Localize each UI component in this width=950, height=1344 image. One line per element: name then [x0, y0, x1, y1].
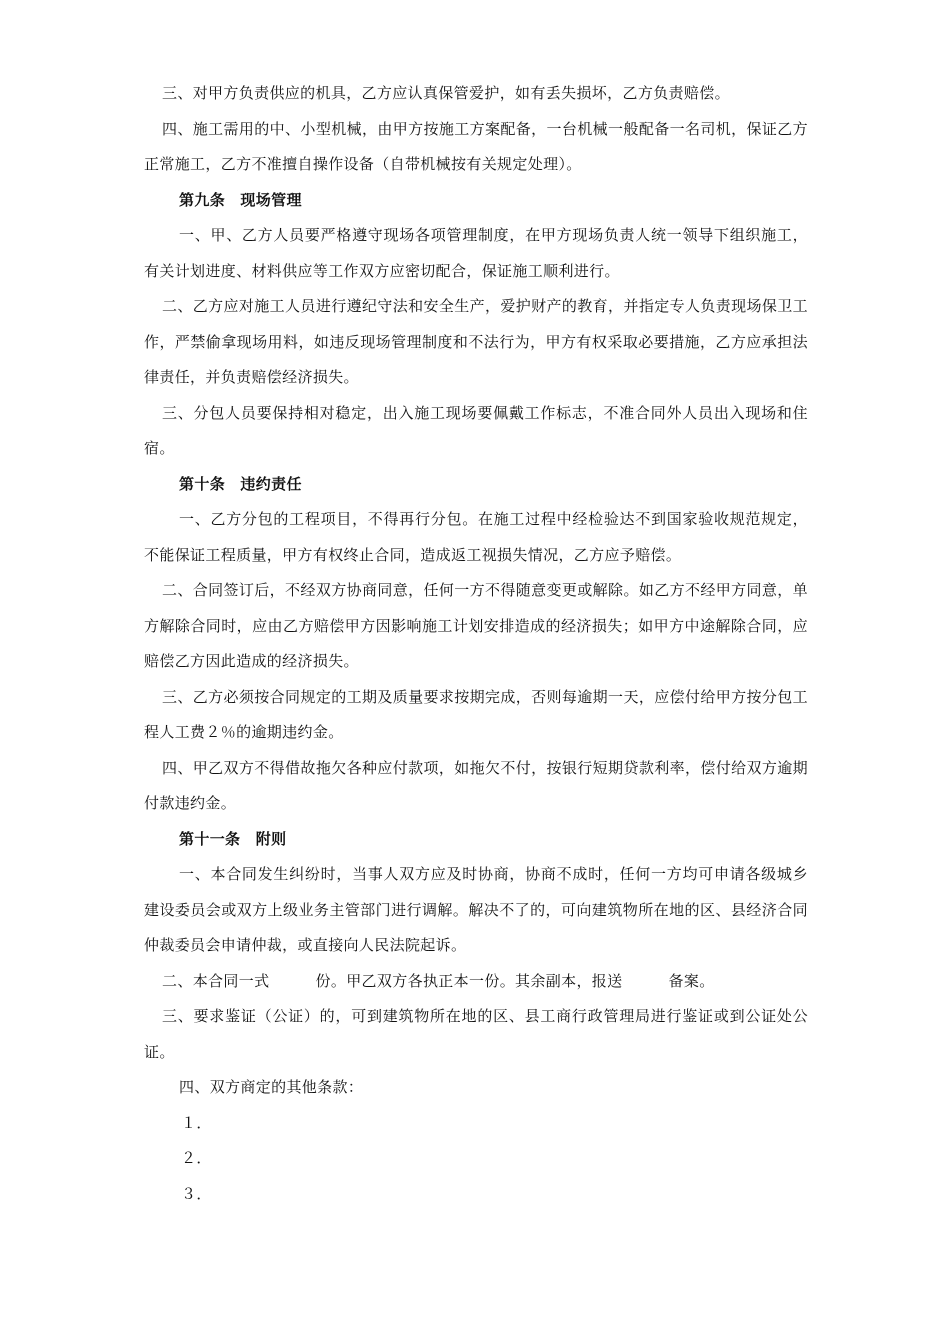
article-9-heading: 第九条 现场管理: [179, 190, 302, 209]
article-11-item-2: 二、本合同一式 份。甲乙双方各执正本一份。其余副本，报送 备案。: [162, 971, 715, 990]
contract-body: [144, 76, 808, 1212]
article-11-item-3: 三、要求鉴证（公证）的，可到建筑物所在地的区、县工商行政管理局进行鉴证或到公证处公证。: [144, 1007, 808, 1061]
article-10-heading: 第十条 违约责任: [179, 474, 302, 493]
article-10-item-4: 四、甲乙双方不得借故拖欠各种应付款项，如拖欠不付，按银行短期贷款利率，偿付给双方逾期付款违约金。: [144, 758, 808, 812]
article-11-item-1: 一、本合同发生纠纷时，当事人双方应及时协商，协商不成时，任何一方均可申请各级城乡建设委员会或双方上级业务主管部门进行调解。解决不了的，可向建筑物所在地的区、县经济合同仲裁委员会申请仲裁，或直接向人民法院起诉。: [144, 865, 808, 954]
article-11-item-4: 四、双方商定的其他条款：: [179, 1078, 364, 1096]
other-terms-item-2: ２．: [181, 1149, 212, 1167]
clause-8-item-4: 四、施工需用的中、小型机械，由甲方按施工方案配备，一台机械一般配备一名司机，保证乙方正常施工，乙方不准擅自操作设备（自带机械按有关规定处理）。: [144, 119, 808, 173]
article-9-item-2: 二、乙方应对施工人员进行遵纪守法和安全生产，爱护财产的教育，并指定专人负责现场保卫工作，严禁偷拿现场用料，如违反现场管理制度和不法行为，甲方有权采取必要措施，乙方应承担法律责任，并负责赔偿经济损失。: [144, 297, 808, 386]
clause-8-item-3: 三、对甲方负责供应的机具，乙方应认真保管爱护，如有丢失损坏，乙方负责赔偿。: [162, 84, 730, 102]
other-terms-item-1: １．: [181, 1113, 212, 1132]
article-10-item-1: 一、乙方分包的工程项目，不得再行分包。在施工过程中经检验达不到国家验收规范规定，不能保证工程质量，甲方有权终止合同，造成返工视损失情况，乙方应予赔偿。: [144, 510, 808, 564]
other-terms-item-3: ３．: [181, 1184, 212, 1203]
article-10-item-3: 三、乙方必须按合同规定的工期及质量要求按期完成，否则每逾期一天，应偿付给甲方按分包工程人工费２％的逾期违约金。: [144, 687, 808, 741]
article-10-item-2: 二、合同签订后，不经双方协商同意，任何一方不得随意变更或解除。如乙方不经甲方同意，单方解除合同时，应由乙方赔偿甲方因影响施工计划安排造成的经济损失；如甲方中途解除合同，应赔偿乙方因此造成的经济损失。: [144, 581, 808, 670]
article-11-heading: 第十一条 附则: [179, 829, 287, 848]
article-9-item-1: 一、甲、乙方人员要严格遵守现场各项管理制度，在甲方现场负责人统一领导下组织施工，有关计划进度、材料供应等工作双方应密切配合，保证施工顺利进行。: [144, 226, 808, 280]
article-9-item-3: 三、分包人员要保持相对稳定，出入施工现场要佩戴工作标志，不准合同外人员出入现场和住宿。: [144, 403, 808, 457]
